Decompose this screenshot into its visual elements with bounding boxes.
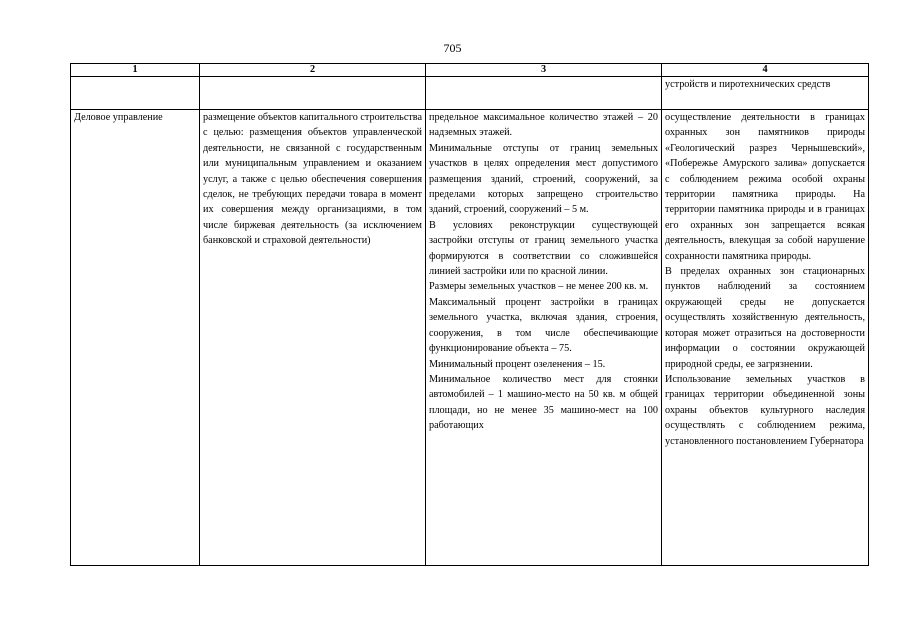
parameter-paragraph: предельное максимальное количество этажей – 20 надземных этажей. xyxy=(429,112,658,139)
parameter-paragraph: Минимальные отступы от границ земельных участков в целях определения мест допустимого размещения зданий, строений, сооружений, за пределами которых запрещено строительство зданий, строений, сооружений – 5 м. xyxy=(429,142,658,216)
restriction-paragraph: Использование земельных участков в границах территории объединенной зоны охраны объектов культурного наследия осуществлять с соблюдением режима, установленного постановлением Губернатора xyxy=(665,373,865,447)
parameter-paragraph: Минимальное количество мест для стоянки автомобилей – 1 машино-место на 50 кв. м общей площади, но не менее 35 машино-мест на 100 работающих xyxy=(429,373,658,432)
header-col-4: 4 xyxy=(662,64,869,77)
page-number: 705 xyxy=(443,41,462,55)
continuation-cell-1 xyxy=(71,77,200,110)
use-type-name: Деловое управление xyxy=(71,110,200,566)
parameter-paragraph: Минимальный процент озеленения – 15. xyxy=(429,358,606,370)
header-col-2: 2 xyxy=(200,64,426,77)
use-type-description: размещение объектов капитального строительства с целью: размещения объектов управленческой деятельности, не связанной с государственным или муниципальным управлением и оказанием услуг, а также с целью обеспечения совершения сделок, не требующих передачи товара в момент их совершения между организациями, в том числе биржевая деятельность (за исключением банковской и страховой деятельности) xyxy=(200,110,426,566)
parameter-paragraph: Размеры земельных участков – не менее 200 кв. м. xyxy=(429,281,649,293)
table-row xyxy=(71,110,869,566)
header-col-3: 3 xyxy=(426,64,662,77)
continuation-cell-4: устройств и пиротехнических средств xyxy=(662,77,869,110)
header-row xyxy=(71,64,869,77)
parameter-paragraph: Максимальный процент застройки в границах земельного участка, включая здания, строения, сооружения, в том числе обеспечивающие функционирование объекта – 75. xyxy=(429,296,658,355)
restrictions-cell xyxy=(662,110,869,566)
restriction-paragraph: осуществление деятельности в границах охранных зон памятников природы «Геологический разрез Чернышевский», «Побережье Амурского залива» допускается с соблюдением режима особой охраны территории памятника природы. На территории памятника природы и в границах его охранных зон запрещается всякая деятельность, влекущая за собой нарушение сохранности памятника природы. xyxy=(665,112,865,262)
regulations-table xyxy=(70,63,869,566)
continuation-cell-2 xyxy=(200,77,426,110)
continuation-cell-3 xyxy=(426,77,662,110)
parameter-paragraph: В условиях реконструкции существующей застройки отступы от границ земельного участка формируются в соответствии со сложившейся линией застройки или по красной линии. xyxy=(429,219,658,278)
continuation-row xyxy=(71,77,869,110)
parameters-cell xyxy=(426,110,662,566)
restriction-paragraph: В пределах охранных зон стационарных пунктов наблюдений за состоянием окружающей среды не допускается осуществлять хозяйственную деятельность, которая может отразиться на достоверности информации о состоянии окружающей природной среды, ее загрязнении. xyxy=(665,266,865,370)
header-col-1: 1 xyxy=(71,64,200,77)
